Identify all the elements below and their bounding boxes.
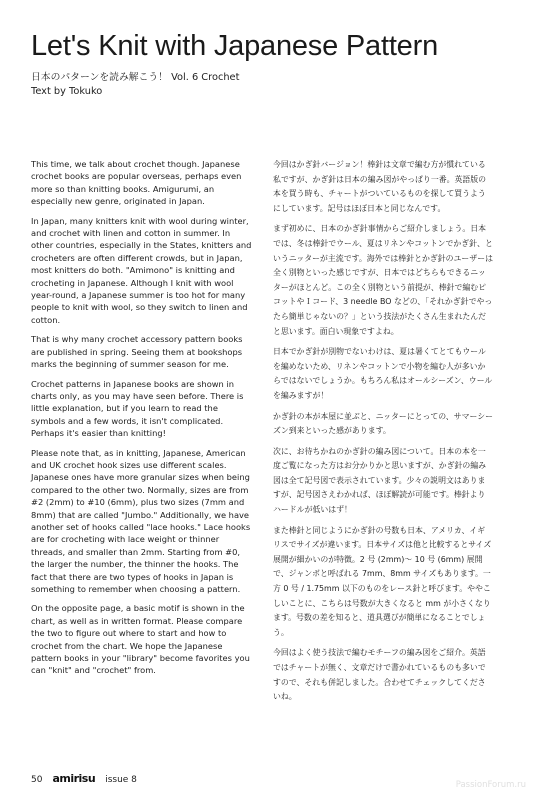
paragraph: 今回はよく使う技法で編むモチーフの編み図をご紹介。英語ではチャートが無く、文章だけで書かれているものも多いですので、それも併記しました。合わせてチェックしてくださいね。	[273, 648, 486, 702]
paragraph: 日本でかぎ針が別物でないわけは、夏は暑くてとてもウールを編めないため、リネンやコットンで小物を編む人が多いからではないでしょうか。もちろん私はオールシーズン、ウールを編みますが！	[273, 347, 493, 400]
paragraph: Please note that, as in knitting, Japanese, American and UK crochet hook sizes use different scales. Japanese ones have more granular sizes when being compared to the other two. Normally, sizes are from #2 (2mm) to #10 (6mm), plus two sizes (7mm and 8mm) that are called "Jumbo." Additionally, we have another set of hooks called "lace hooks." Lace hooks are for crocheting with lace weight or thinner threads, and smaller than 2mm. Starting from #0, the larger the number, the thinner the hooks. The fact that there are two types of hooks in Japan is something to remember when choosing a pattern.	[31, 447, 251, 594]
paragraph: 次に、お待ちかねのかぎ針の編み図について。日本の本を一度ご覧になった方はお分かりかと思いますが、かぎ針の編み図は全て記号図で表示されています。少々の説明文はありますが、記号図さえわかれば、ほぼ解読が可能です。棒針よりハードルが低いはず！	[273, 446, 487, 515]
brand-logo: amirisu	[52, 772, 96, 785]
page-footer	[31, 772, 137, 786]
paragraph: 今回はかぎ針バージョン！棒針は文章で編む方が慣れている私ですが、かぎ針は日本の編み図がやっぱり一番。英語版の本を買う時も、チャートがついているものを探して買うようにしています。記号はほぼ日本と同じなんです。	[273, 160, 487, 213]
paragraph: かぎ針の本が本屋に並ぶと、ニッターにとっての、サマーシーズン到来といった感があります。	[273, 411, 493, 436]
paragraph: In Japan, many knitters knit with wool during winter, and crochet with linen and cotton in summer. In other countries, especially in the States, knitters and crocheters are often different crowds, but in Japan, most knitters do both. "Amimono" is knitting and crocheting in Japanese. Although I knit with wool year-round, a Japanese summer is too hot for many people to knit with wool, so they switch to linen and cotton.	[31, 215, 252, 325]
page-title: Let's Knit with Japanese Pattern	[31, 30, 438, 62]
page-number: 50	[31, 775, 43, 785]
author-byline: Text by Tokuko	[31, 86, 103, 97]
paragraph: また棒針と同じようにかぎ針の号数も日本、アメリカ、イギリスでサイズが違います。日本サイズは他と比較するとサイズ展開が細かいのが特徴。2 号 (2mm)〜 10 号 (6mm) 展開で、ジャンボと呼ばれる 7mm、8mm サイズもあります。一方 0 号 / 1.75mm 以下のものをレース針と呼びます。ややこしいことに、こちらは号数が大きくなると mm が小さくなります。号数の差を知ると、道具選びが簡単になることでしょう。	[273, 525, 492, 637]
paragraph: That is why many crochet accessory pattern books are published in spring. Seeing them at bookshops marks the beginning of summer season for me.	[31, 334, 243, 370]
paragraph: Crochet patterns in Japanese books are shown in charts only, as you may have seen before. There is little explanation, but if you learn to read the symbols and a few words, it isn't complicated. Perhaps it's easier than knitting!	[31, 378, 244, 439]
page-subtitle: 日本のパターンを読み解こう！ Vol. 6 Crochet	[31, 72, 240, 83]
paragraph: まず初めに、日本のかぎ針事情からご紹介しましょう。日本では、冬は棒針でウール、夏はリネンやコットンでかぎ針、というニッターが主流です。海外では棒針とかぎ針のユーザーは全く別物といった感じですが、日本ではどちらもできるニッターがほとんど。この全く別物という前提が、棒針で編むピコットやＩコード、3 needle BO などの、「それかぎ針でやったら簡単じゃないの？」という技法がたくさん生まれたんだと思います。面白い現象ですよね。	[273, 224, 493, 336]
paragraph: This time, we talk about crochet though. Japanese crochet books are popular overseas, perhaps even more so than knitting books. Amigurumi, an especially new genre, originated in Japan.	[31, 159, 242, 207]
issue-label: issue 8	[105, 775, 137, 785]
japanese-text-column	[273, 158, 493, 711]
english-text-column	[31, 158, 253, 684]
paragraph: On the opposite page, a basic motif is shown in the chart, as well as in written format. Please compare the two to figure out where to start and how to crochet from the chart. We hope the Japanese pattern books in your "library" become favorites you can "knit" and "crochet" from.	[31, 603, 250, 676]
watermark: PassionForum.ru	[455, 780, 526, 790]
